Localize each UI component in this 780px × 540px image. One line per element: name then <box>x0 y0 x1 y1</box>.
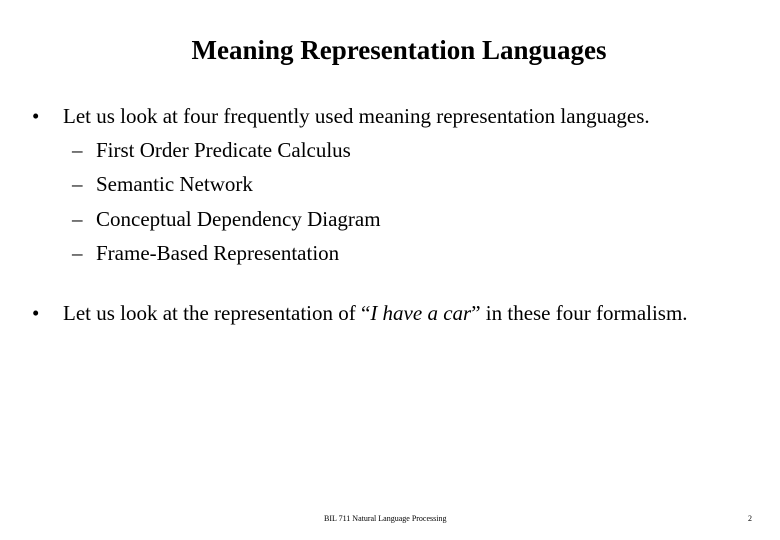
sub-item-text: Conceptual Dependency Diagram <box>96 206 381 231</box>
sub-item-text: Frame-Based Representation <box>96 240 340 265</box>
quoted-phrase: I have a car <box>370 301 472 325</box>
dash-icon: – <box>72 172 83 197</box>
dash-icon: – <box>72 206 83 231</box>
bullet-icon: • <box>32 104 40 128</box>
bullet-icon: • <box>32 301 40 325</box>
slide-title: Meaning Representation Languages <box>191 35 607 65</box>
page-number: 2 <box>748 514 752 523</box>
bullet-item <box>32 99 650 133</box>
bullet-text: Let us look at four frequently used meaning representation languages. <box>63 104 650 128</box>
sub-item <box>72 133 381 167</box>
sub-item-text: Semantic Network <box>96 172 253 197</box>
slide-footer: BIL 711 Natural Language Processing <box>324 514 447 523</box>
bullet-text-start: Let us look at the representation of “ <box>63 301 371 325</box>
dash-icon: – <box>72 138 83 162</box>
sub-item <box>72 202 381 236</box>
sub-item-text: First Order Predicate Calculus <box>96 138 351 162</box>
sub-item <box>72 236 381 270</box>
bullet-item <box>32 296 732 330</box>
dash-icon: – <box>72 240 83 265</box>
bullet-text <box>63 296 732 330</box>
sub-item <box>72 167 381 201</box>
bullet-text-end: ” in these four formalism. <box>471 301 688 325</box>
sub-list <box>72 133 381 270</box>
